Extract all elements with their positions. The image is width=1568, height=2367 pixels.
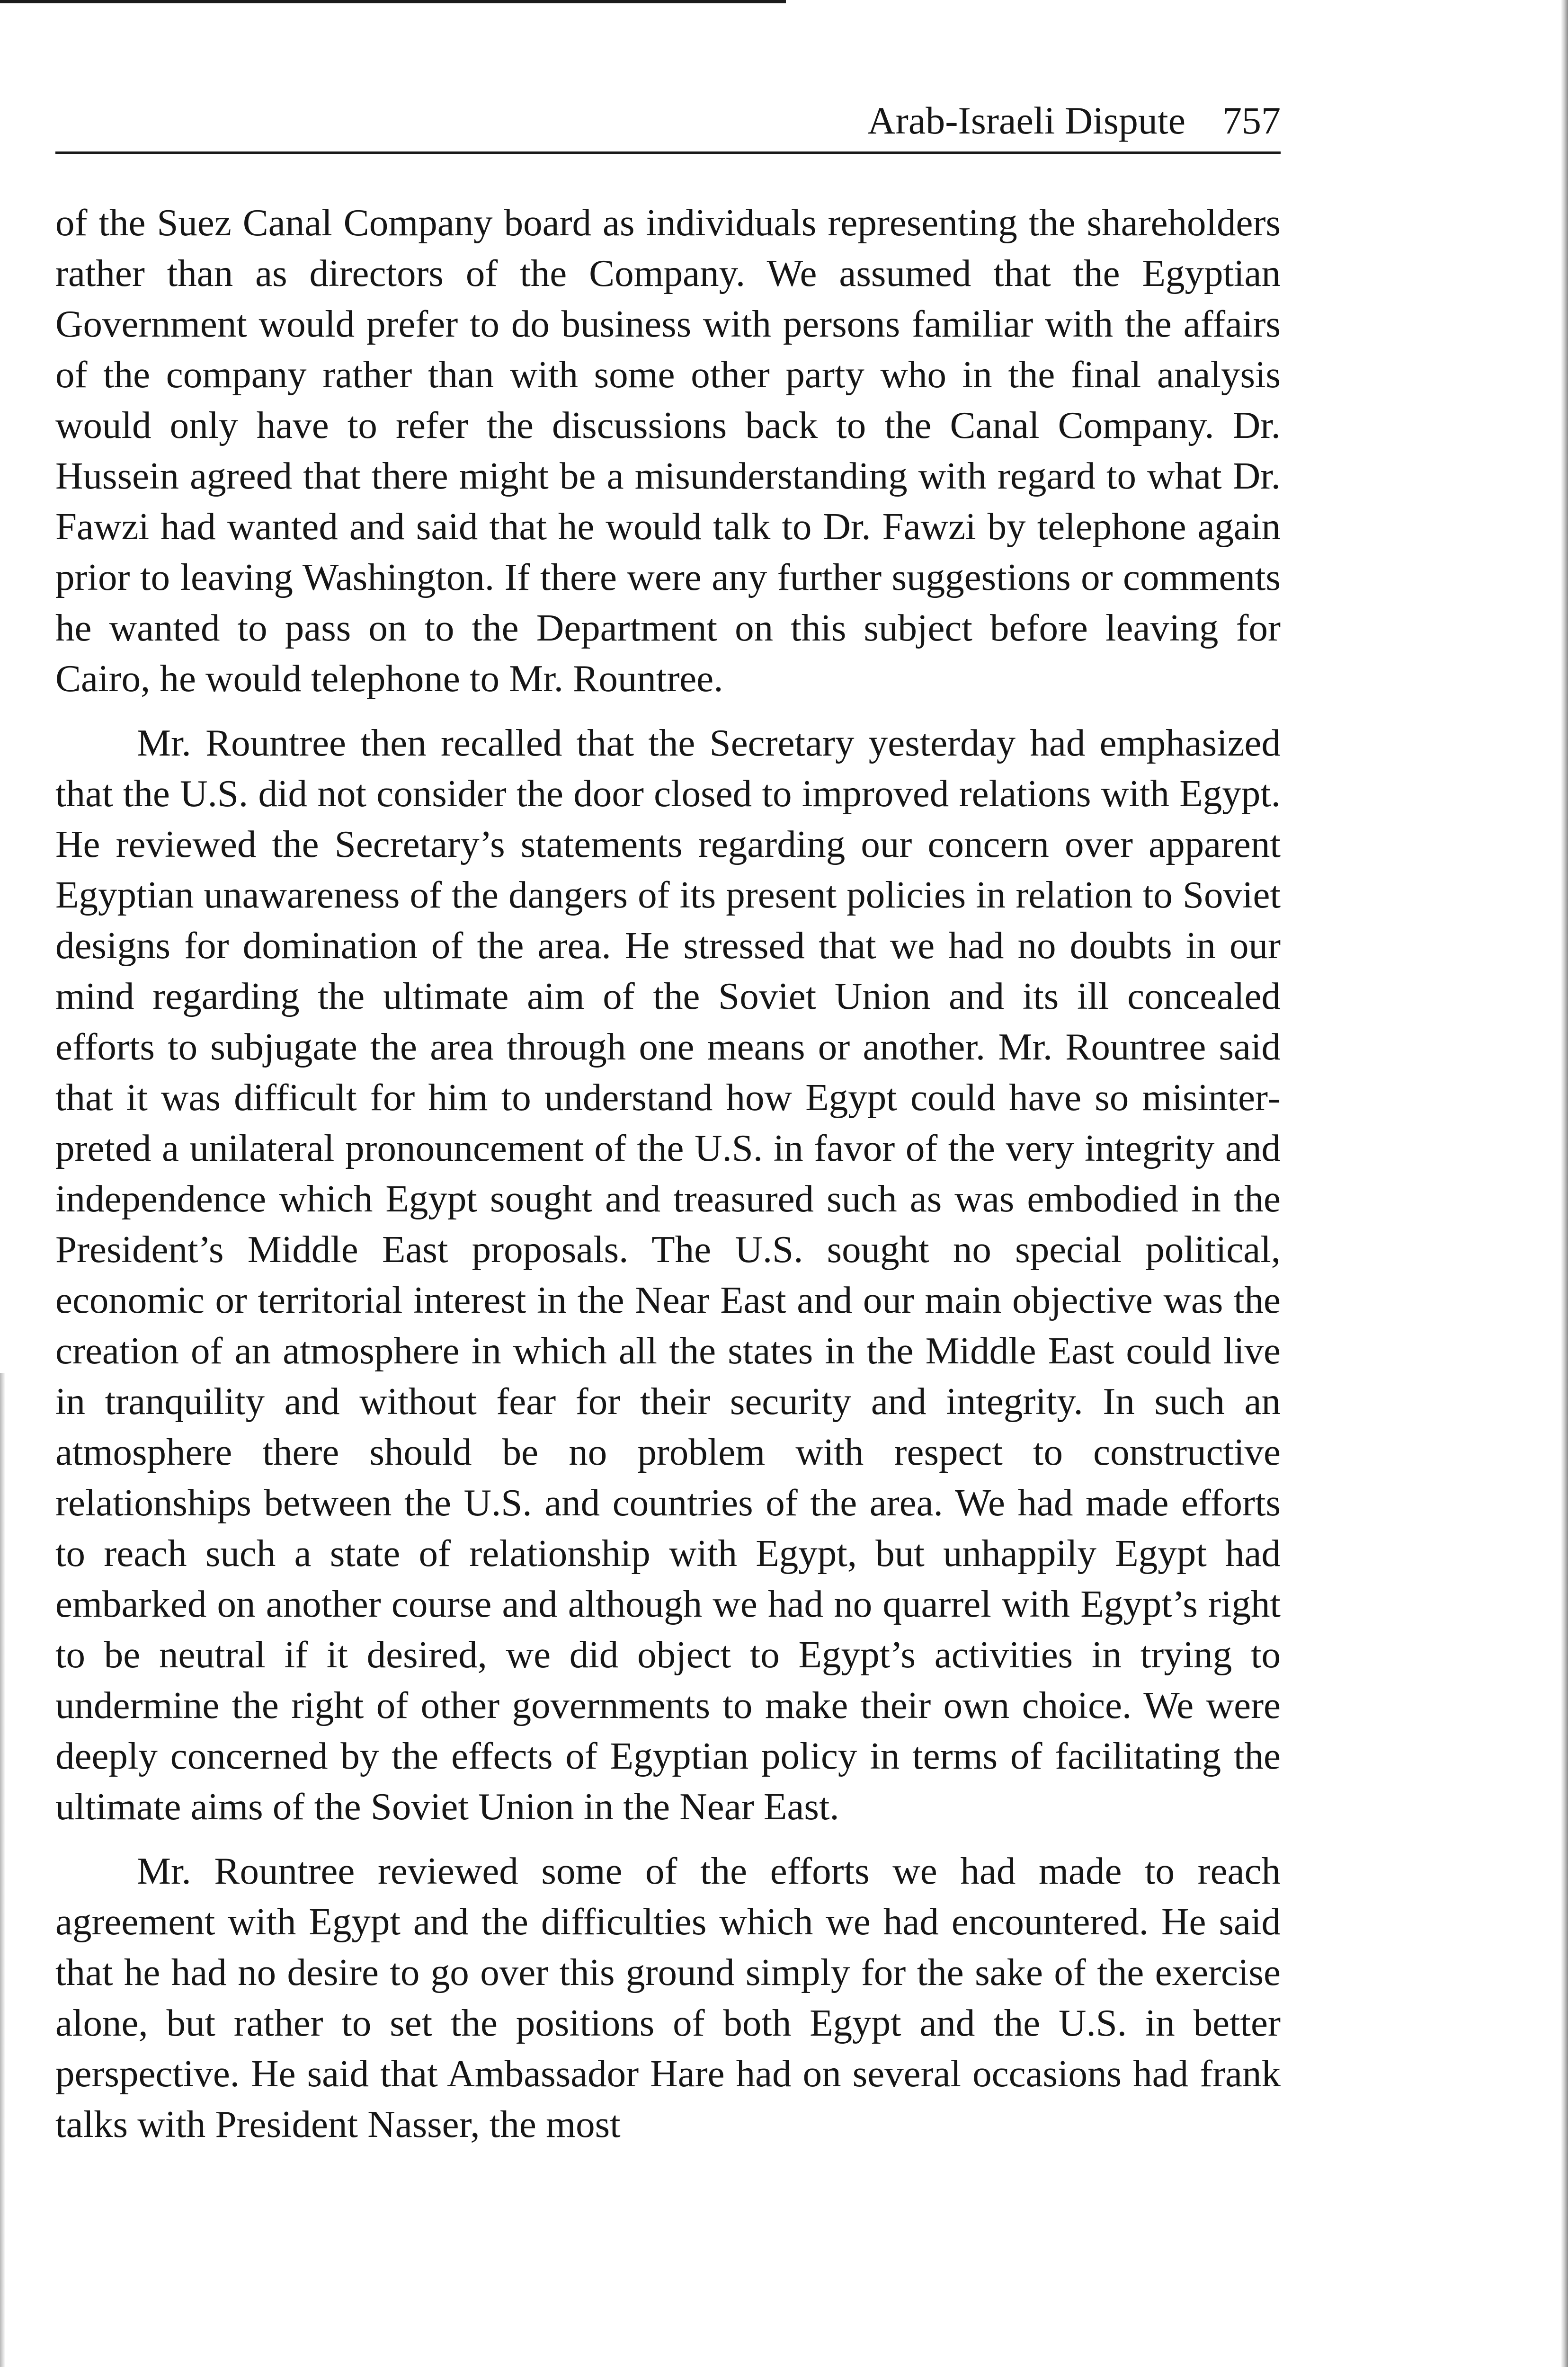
page-number: 757 (1222, 99, 1281, 142)
running-header (55, 99, 1281, 154)
document-page (55, 99, 1281, 2163)
scan-left-edge (0, 1373, 5, 2367)
scan-right-edge (1561, 0, 1568, 2367)
scan-top-edge (0, 0, 786, 3)
paragraph-secretary-statements: Mr. Rountree then recalled that the Secretary yesterday had emphasized that the U.S. did not consider the door closed to improved relations with Egypt. He reviewed the Secretary’s statements regarding our concern over apparent Egyptian unawareness of the dangers of its present policies in relation to Soviet designs for domination of the area. He stressed that we had no doubts in our mind regarding the ultimate aim of the Soviet Union and its ill concealed efforts to subjugate the area through one means or another. Mr. Rountree said that it was difficult for him to understand how Egypt could have so misinterpreted a unilateral pronouncement of the U.S. in favor of the very integrity and independence which Egypt sought and treasured such as was embodied in the President’s Middle East proposals. The U.S. sought no special political, economic or territorial interest in the Near East and our main objective was the creation of an atmosphere in which all the states in the Middle East could live in tranquility and without fear for their security and integrity. In such an atmosphere there should be no problem with respect to constructive relationships between the U.S. and countries of the area. We had made efforts to reach such a state of relationship with Egypt, but unhappily Egypt had embarked on another course and although we had no quarrel with Egypt’s right to be neutral if it desired, we did object to Egypt’s activities in trying to undermine the right of other governments to make their own choice. We were deeply concerned by the effects of Egyptian policy in terms of facilitating the ultimate aims of the Soviet Union in the Near East. (55, 721, 1281, 1828)
body-text (55, 197, 1281, 2150)
paragraph-efforts-review: Mr. Rountree reviewed some of the efforts we had made to reach agreement with Egypt and the difficulties which we had encountered. He said that he had no desire to go over this ground simply for the sake of the exercise alone, but rather to set the positions of both Egypt and the U.S. in better perspective. He said that Ambassador Hare had on several occasions had frank talks with President Nasser, the most (55, 1850, 1281, 2146)
running-title: Arab-Israeli Dispute (867, 99, 1185, 142)
paragraph-continued: of the Suez Canal Company board as individuals representing the shareholders rather than as directors of the Company. We assumed that the Egyptian Government would prefer to do business with persons familiar with the affairs of the company rather than with some other party who in the final analysis would only have to refer the discussions back to the Canal Company. Dr. Hussein agreed that there might be a misunderstanding with regard to what Dr. Fawzi had wanted and said that he would talk to Dr. Fawzi by telephone again prior to leaving Washington. If there were any further suggestions or comments he wanted to pass on to the Department on this subject before leaving for Cairo, he would telephone to Mr. Rountree. (55, 201, 1281, 700)
